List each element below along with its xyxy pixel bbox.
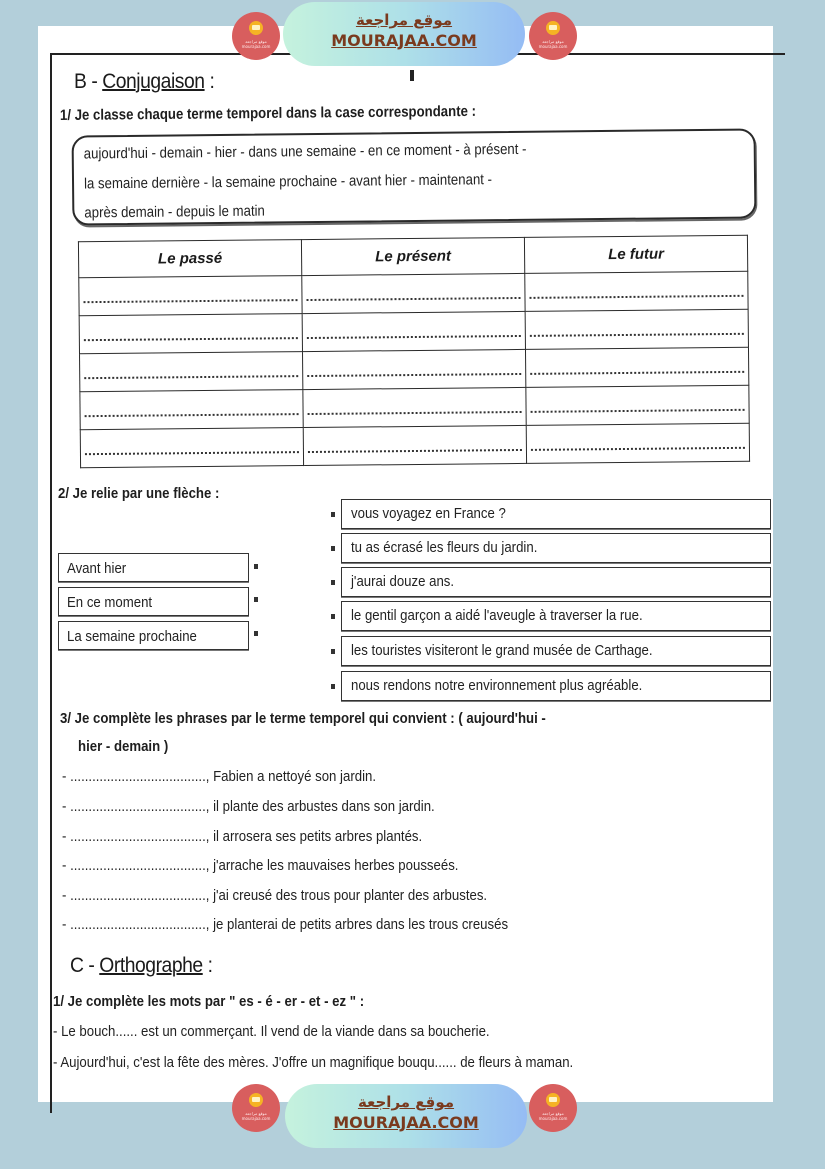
table-row: [79, 309, 748, 353]
orthographe-sentence[interactable]: - Le bouch...... est un commerçant. Il vend de la viande dans sa boucherie.: [53, 1023, 490, 1040]
match-right-label: nous rendons notre environnement plus agréable.: [351, 677, 643, 694]
scan-mark: [410, 70, 414, 81]
connector-dot[interactable]: [331, 649, 335, 654]
site-badge-icon: [232, 1084, 280, 1132]
match-right-item[interactable]: [341, 601, 771, 631]
sentence-text: Fabien a nettoyé son jardin.: [213, 768, 377, 785]
fill-sentence: [62, 916, 508, 933]
connector-dot[interactable]: [254, 564, 258, 569]
answer-cell-future[interactable]: [525, 347, 748, 387]
match-right-item[interactable]: [341, 567, 771, 597]
connector-dot[interactable]: [331, 512, 335, 517]
exercise-1-instruction: 1/ Je classe chaque terme temporel dans la case correspondante :: [59, 102, 477, 124]
sentence-text: je planterai de petits arbres dans les trous creusés: [213, 916, 509, 933]
banner-site-label: MOURAJAA.COM: [333, 1113, 479, 1132]
table-row: [80, 385, 749, 429]
site-badge-icon: [232, 12, 280, 60]
answer-cell-future[interactable]: [526, 423, 749, 463]
fill-blank[interactable]: - .....................................,: [62, 916, 210, 933]
match-left-label: Avant hier: [67, 560, 127, 577]
word-bank-line: la semaine dernière - la semaine prochaine - avant hier - maintenant -: [83, 171, 493, 193]
connector-dot[interactable]: [254, 597, 258, 602]
section-c-heading: Orthographe: [99, 954, 203, 977]
fill-blank[interactable]: - .....................................,: [62, 828, 210, 845]
site-badge-icon: [529, 12, 577, 60]
book-logo-icon: [249, 21, 263, 35]
answer-cell-present[interactable]: [302, 273, 525, 313]
banner-arabic-label: موقع مراجعة: [357, 1093, 455, 1111]
badge-site-text: mourajaa.com: [538, 44, 568, 49]
fill-blank[interactable]: - .....................................,: [62, 798, 210, 815]
section-b-title: [74, 70, 214, 94]
fill-sentence: [62, 857, 458, 874]
table-row: [80, 423, 749, 467]
section-c-suffix: :: [202, 954, 213, 977]
fill-blank[interactable]: - .....................................,: [62, 857, 210, 874]
badge-site-text: mourajaa.com: [241, 44, 271, 49]
section-c-prefix: C -: [70, 954, 100, 977]
section-b-prefix: B -: [74, 70, 103, 93]
fill-sentence: [62, 768, 376, 785]
exercise-2-instruction: 2/ Je relie par une flèche :: [58, 485, 220, 502]
match-right-label: le gentil garçon a aidé l'aveugle à traverser la rue.: [351, 607, 643, 624]
column-header-future: Le futur: [524, 235, 747, 273]
match-left-item[interactable]: [58, 553, 249, 582]
answer-cell-present[interactable]: [303, 387, 526, 427]
badge-site-text: mourajaa.com: [241, 1116, 271, 1121]
section-b-suffix: :: [204, 70, 215, 93]
match-right-label: vous voyagez en France ?: [351, 505, 506, 522]
section-b-heading: Conjugaison: [102, 70, 205, 93]
exercise-3-instruction: 3/ Je complète les phrases par le terme temporel qui convient : ( aujourd'hui -: [60, 710, 546, 727]
fill-sentence: [62, 887, 487, 904]
match-left-item[interactable]: [58, 587, 249, 616]
match-right-label: tu as écrasé les fleurs du jardin.: [351, 539, 538, 556]
answer-cell-present[interactable]: [302, 349, 525, 389]
answer-cell-past[interactable]: [80, 428, 303, 468]
badge-arabic-text: موقع مراجعة: [245, 39, 267, 44]
match-right-item[interactable]: [341, 636, 771, 666]
site-banner-bottom[interactable]: [285, 1084, 527, 1148]
book-logo-icon: [249, 1093, 263, 1107]
sentence-text: j'ai creusé des trous pour planter des arbustes.: [213, 887, 488, 904]
badge-arabic-text: موقع مراجعة: [542, 39, 564, 44]
column-header-past: Le passé: [78, 240, 301, 278]
match-left-label: La semaine prochaine: [67, 628, 197, 645]
book-logo-icon: [546, 1093, 560, 1107]
section-c-title: [70, 954, 213, 978]
table-row: [79, 271, 748, 315]
table-row: [80, 347, 749, 391]
orthographe-instruction: 1/ Je complète les mots par " es - é - er - et - ez " :: [53, 993, 365, 1010]
match-left-item[interactable]: [58, 621, 249, 650]
answer-cell-future[interactable]: [525, 309, 748, 349]
connector-dot[interactable]: [254, 631, 258, 636]
classification-table: [78, 235, 750, 468]
word-bank-line: après demain - depuis le matin: [84, 202, 265, 222]
match-right-label: les touristes visiteront le grand musée de Carthage.: [351, 642, 653, 659]
match-right-item[interactable]: [341, 533, 771, 563]
site-badge-icon: [529, 1084, 577, 1132]
word-bank-line: aujourd'hui - demain - hier - dans une semaine - en ce moment - à présent -: [83, 140, 527, 163]
exercise-3-instruction-options: hier - demain ): [78, 738, 169, 755]
match-right-label: j'aurai douze ans.: [351, 573, 455, 590]
connector-dot[interactable]: [331, 684, 335, 689]
column-header-present: Le présent: [301, 237, 524, 275]
match-right-item[interactable]: [341, 499, 771, 529]
sentence-text: il plante des arbustes dans son jardin.: [213, 798, 435, 815]
answer-cell-past[interactable]: [79, 314, 302, 354]
answer-cell-present[interactable]: [302, 311, 525, 351]
word-bank-box: [72, 128, 757, 225]
banner-site-label: MOURAJAA.COM: [331, 31, 477, 50]
answer-cell-past[interactable]: [80, 390, 303, 430]
answer-cell-past[interactable]: [80, 352, 303, 392]
match-right-item[interactable]: [341, 671, 771, 701]
orthographe-sentence[interactable]: - Aujourd'hui, c'est la fête des mères. J'offre un magnifique bouqu...... de fleurs à maman.: [53, 1054, 574, 1071]
answer-cell-present[interactable]: [303, 425, 526, 465]
answer-cell-past[interactable]: [79, 276, 302, 316]
fill-blank[interactable]: - .....................................,: [62, 768, 210, 785]
connector-dot[interactable]: [331, 580, 335, 585]
answer-cell-future[interactable]: [525, 271, 748, 311]
banner-arabic-label: موقع مراجعة: [355, 11, 453, 29]
fill-blank[interactable]: - .....................................,: [62, 887, 210, 904]
book-logo-icon: [546, 21, 560, 35]
connector-dot[interactable]: [331, 546, 335, 551]
fill-sentence: [62, 828, 422, 845]
badge-arabic-text: موقع مراجعة: [542, 1111, 564, 1116]
sentence-text: il arrosera ses petits arbres plantés.: [213, 828, 423, 845]
match-left-label: En ce moment: [67, 594, 153, 611]
answer-cell-future[interactable]: [526, 385, 749, 425]
sentence-text: j'arrache les mauvaises herbes pousseés.: [213, 857, 459, 874]
badge-arabic-text: موقع مراجعة: [245, 1111, 267, 1116]
badge-site-text: mourajaa.com: [538, 1116, 568, 1121]
site-banner-top[interactable]: [283, 2, 525, 66]
connector-dot[interactable]: [331, 614, 335, 619]
fill-sentence: [62, 798, 435, 815]
